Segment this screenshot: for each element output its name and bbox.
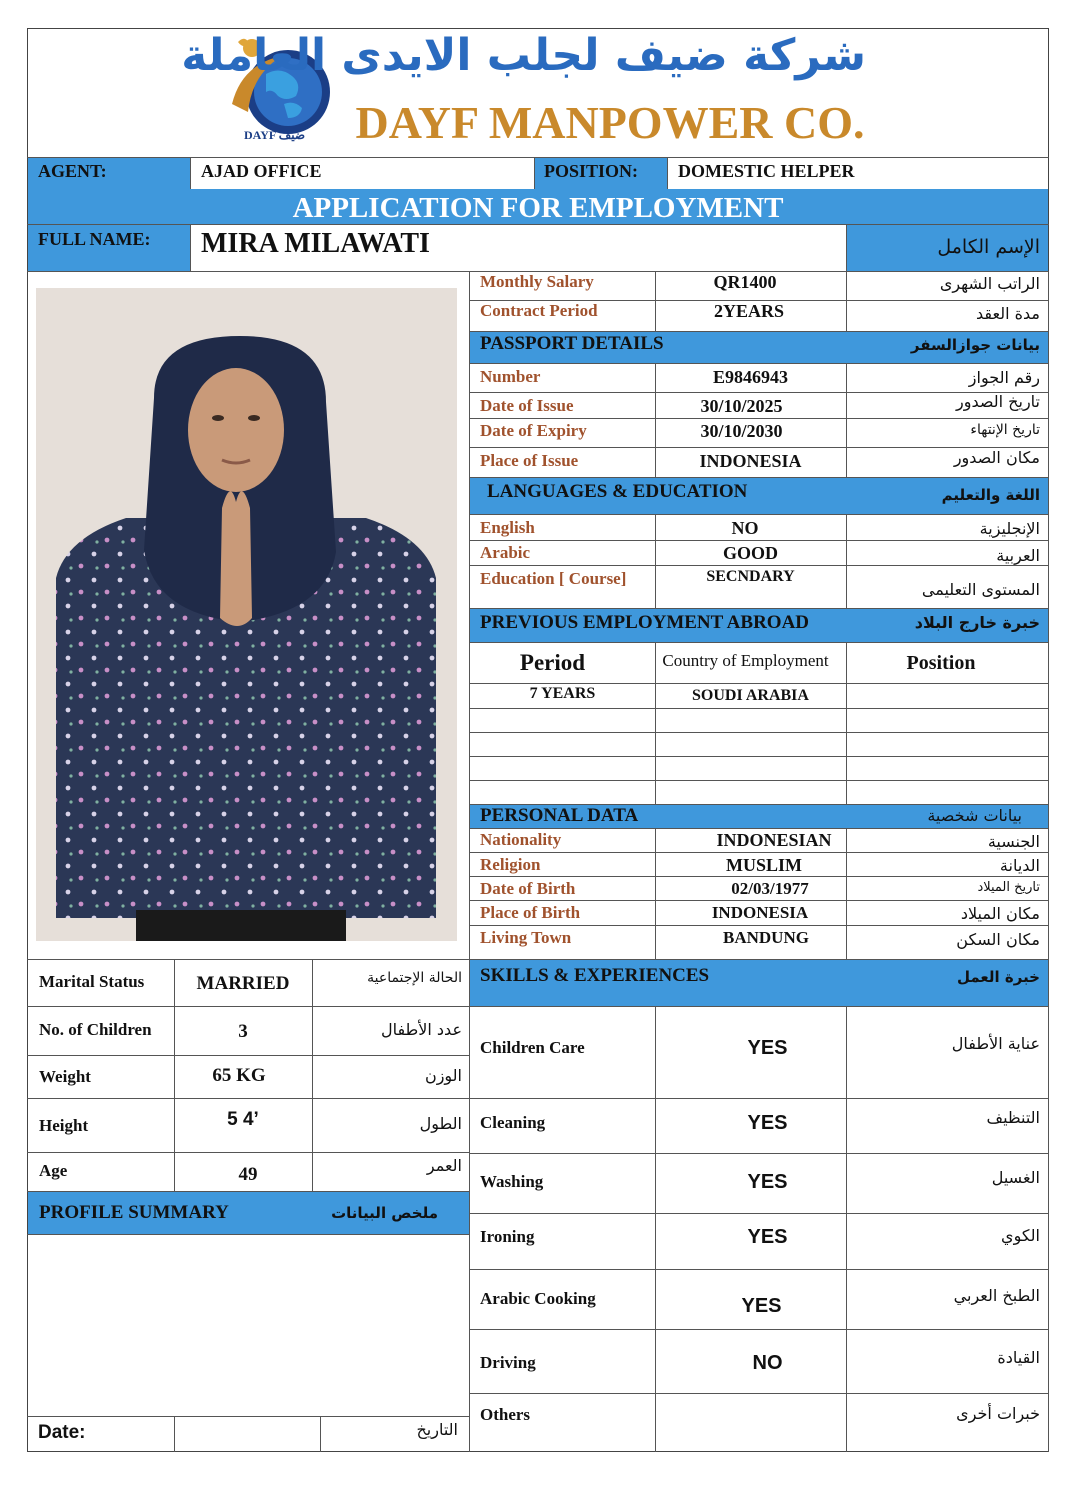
applicant-photo (36, 288, 457, 941)
logo-caption: DAYF ضيف (244, 128, 306, 142)
expiry-date-value: 30/10/2030 (700, 421, 783, 441)
age-arabic: العمر (426, 1156, 462, 1175)
employment-period-header: Period (519, 650, 586, 675)
skill-ironing-arabic: الكوي (1001, 1226, 1040, 1245)
birth-date-arabic: تاريخ الميلاد (977, 880, 1040, 895)
profile-summary-arabic: ملخص البيانات (331, 1204, 438, 1222)
expiry-date-arabic: تاريخ الإنتهاء (970, 422, 1040, 438)
fullname-value: MIRA MILAWATI (201, 228, 430, 259)
issue-date-arabic: تاريخ الصدور (956, 392, 1040, 411)
english-arabic: الإنجليزية (979, 519, 1040, 538)
weight-arabic: الوزن (424, 1066, 462, 1085)
position-label: POSITION: (544, 161, 639, 181)
contract-period-label: Contract Period (480, 301, 598, 320)
skills-section-arabic: خبرة العمل (956, 968, 1040, 986)
children-value: 3 (238, 1021, 248, 1042)
nationality-value: INDONESIAN (716, 830, 832, 850)
expiry-date-label: Date of Expiry (480, 421, 587, 440)
passport-section-title: PASSPORT DETAILS (480, 333, 664, 354)
weight-value: 65 KG (212, 1065, 266, 1086)
employment-country-header: Country of Employment (662, 651, 829, 670)
skill-others-label: Others (480, 1405, 531, 1424)
religion-label: Religion (480, 855, 541, 874)
skill-cleaning-label: Cleaning (480, 1113, 546, 1132)
issue-date-label: Date of Issue (480, 396, 574, 415)
skill-washing-label: Washing (480, 1172, 544, 1191)
position-value: DOMESTIC HELPER (678, 161, 855, 181)
salary-value: QR1400 (713, 272, 777, 292)
salary-label: Monthly Salary (480, 272, 594, 291)
age-label: Age (39, 1161, 68, 1180)
birth-date-value: 02/03/1977 (731, 879, 809, 898)
skill-washing-value: YES (747, 1171, 788, 1193)
form-title: APPLICATION FOR EMPLOYMENT (292, 192, 784, 224)
birth-place-label: Place of Birth (480, 903, 581, 922)
place-of-issue-label: Place of Issue (480, 451, 579, 470)
profile-summary-box[interactable] (28, 1235, 469, 1416)
skill-cleaning-arabic: التنظيف (986, 1108, 1040, 1127)
personal-section-title: PERSONAL DATA (480, 805, 639, 826)
employment-country-value: SOUDI ARABIA (692, 687, 809, 704)
skill-arabic-cooking-value: YES (741, 1295, 782, 1317)
personal-section-arabic: بيانات شخصية (927, 806, 1022, 825)
contract-period-arabic: مدة العقد (976, 304, 1040, 323)
contract-period-value: 2YEARS (713, 301, 784, 321)
height-arabic: الطول (419, 1114, 462, 1133)
issue-date-value: 30/10/2025 (700, 396, 783, 416)
living-town-arabic: مكان السكن (956, 930, 1040, 949)
company-name-english: DAYF MANPOWER CO. (355, 97, 865, 148)
employment-position-header: Position (906, 652, 976, 674)
skill-others-arabic: خبرات أخرى (956, 1404, 1040, 1423)
place-of-issue-value: INDONESIA (699, 451, 802, 471)
age-value: 49 (238, 1164, 258, 1185)
fullname-label: FULL NAME: (38, 229, 151, 249)
company-name-arabic: شركة ضيف لجلب الايدى العاملة (181, 30, 866, 81)
passport-number-arabic: رقم الجواز (968, 368, 1040, 387)
skill-driving-label: Driving (480, 1353, 536, 1372)
religion-arabic: الديانة (999, 856, 1040, 875)
employment-section-title: PREVIOUS EMPLOYMENT ABROAD (480, 612, 810, 633)
living-town-value: BANDUNG (723, 928, 809, 947)
living-town-label: Living Town (480, 928, 572, 947)
skill-arabic-cooking-arabic: الطبخ العربي (953, 1286, 1040, 1305)
employment-section-arabic: خبرة خارج البلاد (914, 613, 1040, 632)
passport-number-label: Number (480, 367, 541, 386)
employment-period-value: 7 YEARS (529, 685, 596, 702)
arabic-value: GOOD (722, 543, 778, 563)
skill-children-care-value: YES (747, 1037, 788, 1059)
arabic-label: Arabic (480, 543, 531, 562)
arabic-arabic: العربية (996, 546, 1040, 565)
english-value: NO (731, 518, 759, 538)
children-label: No. of Children (39, 1020, 152, 1039)
education-arabic: المستوى التعليمى (921, 580, 1040, 599)
skill-washing-arabic: الغسيل (991, 1168, 1040, 1187)
skill-driving-value: NO (752, 1352, 783, 1374)
skill-children-care-label: Children Care (480, 1038, 585, 1057)
date-label: Date: (38, 1422, 86, 1443)
profile-summary-title: PROFILE SUMMARY (39, 1202, 229, 1223)
birth-place-arabic: مكان الميلاد (960, 904, 1040, 923)
agent-value: AJAD OFFICE (201, 161, 322, 181)
date-arabic: التاريخ (416, 1420, 458, 1439)
passport-section-arabic: بيانات جوازالسفر (910, 336, 1040, 354)
skill-cleaning-value: YES (747, 1112, 788, 1134)
education-value: SECNDARY (706, 568, 795, 585)
agent-label: AGENT: (38, 161, 107, 181)
skills-section-title: SKILLS & EXPERIENCES (480, 965, 710, 986)
passport-number-value: E9846943 (712, 367, 788, 387)
place-of-issue-arabic: مكان الصدور (953, 448, 1040, 467)
nationality-label: Nationality (480, 830, 562, 849)
languages-section-arabic: اللغة والتعليم (941, 486, 1040, 504)
languages-section-title: LANGUAGES & EDUCATION (487, 481, 748, 502)
marital-status-label: Marital Status (39, 972, 145, 991)
birth-place-value: INDONESIA (711, 903, 809, 922)
fullname-arabic: الإسم الكامل (937, 236, 1040, 258)
education-label: Education [ Course] (480, 569, 627, 588)
height-label: Height (39, 1116, 89, 1135)
religion-value: MUSLIM (726, 855, 802, 875)
skill-ironing-label: Ironing (480, 1227, 535, 1246)
skill-ironing-value: YES (747, 1226, 788, 1248)
children-arabic: عدد الأطفال (380, 1020, 462, 1039)
skill-driving-arabic: القيادة (997, 1348, 1040, 1367)
nationality-arabic: الجنسية (987, 832, 1040, 851)
birth-date-label: Date of Birth (480, 879, 576, 898)
english-label: English (480, 518, 535, 537)
marital-status-arabic: الحالة الإجتماعية (367, 970, 462, 986)
skill-arabic-cooking-label: Arabic Cooking (480, 1289, 596, 1308)
marital-status-value: MARRIED (196, 973, 290, 994)
weight-label: Weight (39, 1067, 91, 1086)
skill-children-care-arabic: عناية الأطفال (951, 1034, 1040, 1053)
date-field[interactable] (175, 1417, 320, 1452)
salary-arabic: الراتب الشهرى (939, 274, 1040, 293)
height-value: 5 4’ (227, 1109, 259, 1130)
